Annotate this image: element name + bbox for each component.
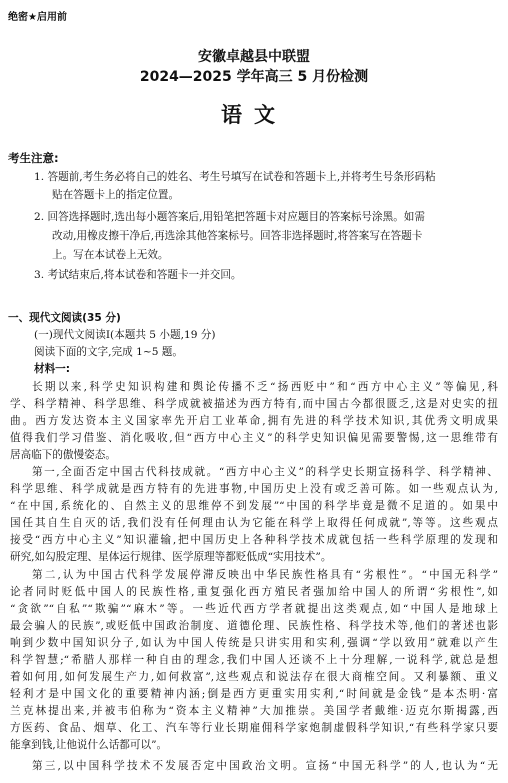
- body-line: 轻利才是中国文化的重要精神内涵;倒是西方更重实用实利,“时间就是金钱”是本杰明·富: [10, 688, 498, 700]
- notice-line: 3. 考试结束后,将本试卷和答题卡一并交回。: [34, 269, 242, 281]
- body-line: 研究,如勾股定理、星体运行规律、医学原理等都贬低成“实用技术”。: [10, 551, 332, 563]
- exam-title: 2024—2025 学年高三 5 月份检测: [139, 69, 369, 85]
- section-instruction: 阅读下面的文字,完成 1~5 题。: [34, 346, 183, 358]
- notice-line: 贴在答题卡上的指定位置。: [52, 189, 180, 201]
- notice-line: 1. 答题前,考生务必将自己的姓名、考生号填写在试卷和答题卡上,并将考生号条形码粘: [34, 171, 436, 183]
- body-line: 第三,以中国科学技术不发展否定中国政治文明。宣扬“中国无科学”的人,也认为“无: [32, 760, 498, 772]
- body-line: “在中国,系统化的、自然主义的思维停不到发展”“中国的科学毕竟是微不足道的。如果中: [10, 500, 498, 512]
- notice-line: 2. 回答选择题时,选出每小题答案后,用铅笔把答题卡对应题目的答案标号涂黑。如需: [34, 211, 425, 223]
- body-line: “贪欲”“自私”“欺骗”“麻木”等。一些近代西方学者就提出这类观点,如“中国人是地球上: [10, 603, 498, 615]
- body-line: 响到少数中国知识分子,如认为中国人传统是只讲实用和实利,强调“学以致用”就难以产生: [10, 637, 498, 649]
- body-line: 兰克林提出来,并被韦伯称为“资本主义精神”大加推崇。美国学者戴维·迈克尔斯揭露,西: [10, 705, 498, 717]
- body-line: 长期以来,科学史知识构建和舆论传播不乏“扬西贬中”和“西方中心主义”等偏见,科: [32, 381, 498, 393]
- body-line: 着如何用,如何发展生产力,如何救富”,这些观点和说法存在很大商榷空间。又利暴额、重义: [10, 671, 498, 683]
- body-line: 科学思维、科学成就是西方特有的先进事物,中国历史上没有或乏善可陈。如一些观点认为,: [10, 483, 498, 495]
- body-line: 方医药、食品、烟草、化工、汽车等行业长期雇佣科学家炮制虚假科学知识,“有些科学家只要: [10, 722, 498, 734]
- body-line: 学、科学精神、科学思维、科学成就被描述为西方特有,而中国古今都很匮乏,这是对史实的扭: [10, 398, 498, 410]
- subject-title: 语文: [221, 103, 287, 127]
- body-line: 科学智慧;“希腊人那样一种自由的理念,我们中国人还谈不上十分理解,一说科学,就总是想: [10, 654, 498, 666]
- section-part: (一)现代文阅读Ⅰ(本题共 5 小题,19 分): [34, 329, 216, 341]
- notice-line: 改动,用橡皮擦干净后,再选涂其他答案标号。回答非选择题时,将答案写在答题卡: [52, 230, 423, 242]
- body-line: 能拿到钱,让他说什么话都可以”。: [10, 739, 168, 751]
- body-line: 值得我们学习借鉴、消化吸收,但“西方中心主义”的科学史知识偏见需要警惕,这一思维带有: [10, 432, 498, 444]
- body-line: 第一,全面否定中国古代科技成就。“西方中心主义”的科学史长期宣扬科学、科学精神、: [32, 466, 498, 478]
- notice-heading: 考生注意:: [8, 151, 59, 165]
- notice-line: 上。写在本试卷上无效。: [52, 249, 169, 261]
- body-line: 接受“西方中心主义”知识灌输,把中国历史上各种科学技术成就包括一些科学原理的发现和: [10, 534, 498, 546]
- material-label: 材料一:: [34, 363, 71, 375]
- body-line: 论者同时贬低中国人的民族性格,重复强化西方殖民者强加给中国人的所谓“劣根性”,如: [10, 586, 498, 598]
- exam-org: 安徽卓越县中联盟: [198, 49, 310, 65]
- body-line: 居高临下的傲慢姿态。: [10, 449, 116, 461]
- body-line: 曲。西方发达资本主义国家率先开启工业革命,拥有先进的科学技术知识,其优秀文明成果: [10, 415, 498, 427]
- section-title: 一、现代文阅读(35 分): [8, 312, 121, 324]
- secret-mark: 绝密★启用前: [8, 12, 67, 23]
- body-line: 国任其自生自灭的话,我们没有任何理由认为它能在科学上取得任何成就”,等等。这些观点: [10, 517, 498, 529]
- body-line: 第二,认为中国古代科学发展停滞反映出中华民族性格具有“劣根性”。“中国无科学”: [32, 569, 498, 581]
- body-line: 最会骗人的民族”,或贬低中国政治制度、道德伦理、民族性格、科学技术等,他们的著述也影: [10, 620, 498, 632]
